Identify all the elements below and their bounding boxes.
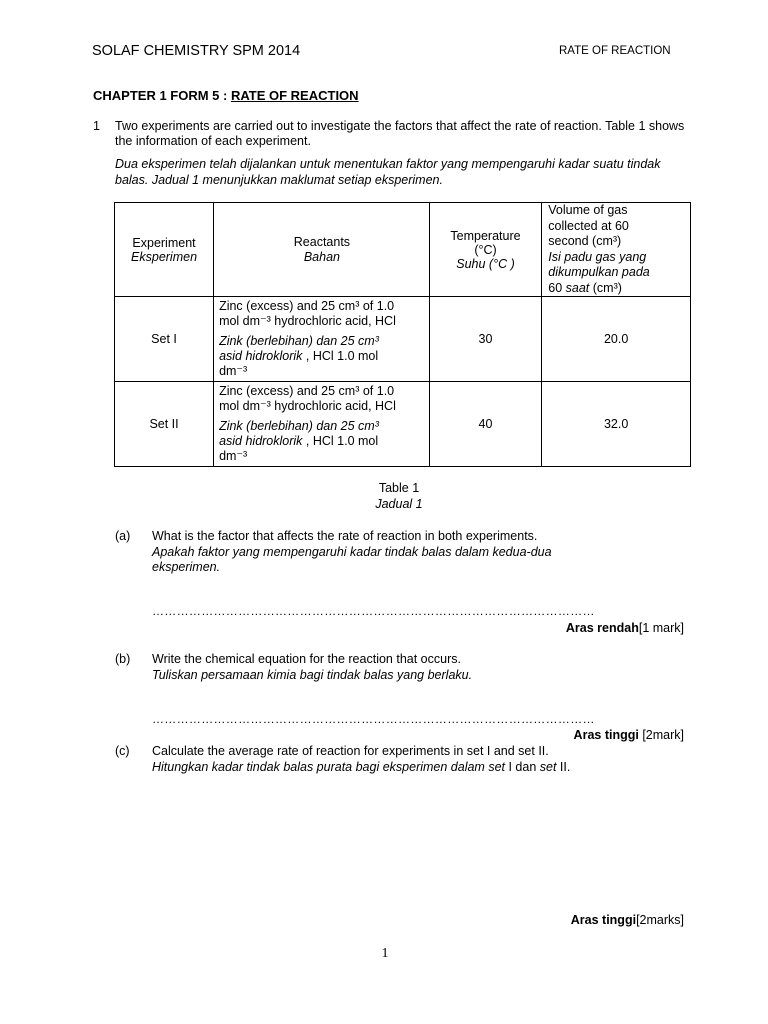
- part-c-label: (c): [115, 744, 130, 758]
- part-c-ms-a: Hitungkan kadar tindak balas purata bagi eksperimen dalam: [152, 759, 489, 774]
- part-c-text-en: Calculate the average rate of reaction for experiments in set I and set II.: [152, 744, 549, 758]
- chapter-prefix: CHAPTER 1 FORM 5 :: [93, 88, 231, 103]
- reactants-ms-d: dm⁻³: [219, 449, 248, 463]
- chapter-title: RATE OF REACTION: [230, 88, 359, 103]
- reactants-en-b: mol dm⁻³ hydrochloric acid, HCl: [219, 314, 396, 328]
- table-caption-en: Table 1: [378, 481, 420, 495]
- table-caption: [0, 480, 768, 512]
- cell-set: Set I: [115, 297, 214, 382]
- cell-volume: 32.0: [542, 382, 691, 467]
- table-caption-ms: Jadual 1: [375, 497, 423, 511]
- header-volume-ms-3b: saat: [565, 280, 590, 295]
- doc-header-title: SOLAF CHEMISTRY SPM 2014: [92, 43, 301, 59]
- table-row: [115, 297, 691, 382]
- header-experiment-en: Experiment: [132, 235, 196, 250]
- cell-temperature: 40: [429, 382, 542, 467]
- header-volume-ms-2: dikumpulkan pada: [548, 265, 650, 279]
- header-reactants-en: Reactants: [293, 234, 351, 249]
- cell-temperature: 30: [429, 297, 542, 382]
- reactants-ms-bc: [219, 349, 425, 364]
- table-row: [115, 382, 691, 467]
- part-a-text-ms: Apakah faktor yang mempengaruhi kadar tindak balas dalam kedua-dua eksperimen.: [152, 544, 552, 574]
- part-a-level: Aras rendah: [565, 621, 639, 635]
- reactants-ms-b: asid hidroklorik: [219, 349, 303, 363]
- reactants-ms-d: dm⁻³: [219, 364, 248, 378]
- reactants-ms-c: , HCl 1.0 mol: [302, 434, 379, 448]
- header-volume-ms-3a: 60: [548, 280, 566, 295]
- header-volume-en-3: second (cm³): [548, 234, 622, 248]
- header-volume-ms-3c: (cm³): [589, 280, 622, 295]
- chapter-heading: [93, 88, 359, 103]
- question-number: 1: [93, 119, 100, 133]
- part-c-level: Aras tinggi: [570, 913, 637, 927]
- part-a-answer-line[interactable]: ………………………………………………………………………………………………: [152, 604, 595, 618]
- part-a-mark-value: [1 mark]: [638, 621, 684, 635]
- part-b-answer-line[interactable]: ………………………………………………………………………………………………: [152, 712, 595, 726]
- header-temperature-en: Temperature: [450, 228, 521, 243]
- reactants-en-a: Zinc (excess) and 25 cm³ of 1.0: [219, 384, 395, 398]
- reactants-ms-b: asid hidroklorik: [219, 434, 303, 448]
- part-b-text-ms: Tuliskan persamaan kimia bagi tindak balas yang berlaku.: [152, 667, 473, 682]
- page-number: 1: [381, 946, 389, 961]
- reactants-en-b: mol dm⁻³ hydrochloric acid, HCl: [219, 399, 396, 413]
- part-c-marks: [571, 913, 684, 927]
- header-temperature: [429, 203, 542, 297]
- header-volume-en-1: Volume of gas: [548, 203, 628, 217]
- doc-header-topic: RATE OF REACTION: [559, 45, 671, 57]
- part-a-marks: [566, 621, 684, 635]
- header-volume-ms-3: [548, 281, 690, 297]
- part-a-question: [152, 529, 692, 576]
- part-b-text-en: Write the chemical equation for the reaction that occurs.: [152, 652, 461, 666]
- question-intro-ms: Dua eksperimen telah dijalankan untuk menentukan faktor yang mempengaruhi kadar suatu tindak balas. Jadual 1 menunjukkan maklumat setiap eksperimen.: [115, 157, 661, 187]
- reactants-ms-bc: [219, 434, 425, 449]
- part-a-label: (a): [115, 529, 131, 543]
- part-b-question: [152, 652, 692, 683]
- question-intro-en: Two experiments are carried out to investigate the factors that affect the rate of reaction. Table 1 shows the information of each experiment.: [115, 119, 685, 148]
- part-c-answer-space[interactable]: [152, 790, 692, 900]
- header-volume: [542, 203, 691, 297]
- reactants-en-a: Zinc (excess) and 25 cm³ of 1.0: [219, 299, 395, 313]
- cell-volume: 20.0: [542, 297, 691, 382]
- cell-set: Set II: [115, 382, 214, 467]
- experiment-table: [114, 202, 691, 467]
- header-temperature-ms: Suhu (°C ): [456, 256, 515, 271]
- part-c-text-ms: [152, 760, 692, 776]
- part-b-label: (b): [115, 652, 131, 666]
- part-c-ms-c: I dan: [505, 759, 540, 774]
- part-c-question: [152, 744, 692, 775]
- header-experiment: [115, 203, 214, 297]
- reactants-ms-a: Zink (berlebihan) dan 25 cm³: [219, 419, 379, 433]
- header-reactants: [214, 203, 430, 297]
- header-experiment-ms: Eksperimen: [131, 249, 198, 264]
- part-c-ms-b: set: [488, 759, 505, 774]
- part-b-level: Aras tinggi: [573, 728, 639, 742]
- reactants-ms-a: Zink (berlebihan) dan 25 cm³: [219, 334, 379, 348]
- part-b-marks: [574, 728, 684, 742]
- part-c-mark-value: [2marks]: [636, 913, 684, 927]
- part-a-text-en: What is the factor that affects the rate of reaction in both experiments.: [152, 529, 538, 543]
- header-volume-en-2: collected at 60: [548, 218, 629, 233]
- part-b-mark-value: [2mark]: [638, 728, 684, 742]
- header-temperature-unit: (°C): [474, 242, 497, 257]
- cell-reactants: [214, 297, 430, 382]
- reactants-ms-c: , HCl 1.0 mol: [302, 349, 379, 363]
- header-reactants-ms: Bahan: [303, 249, 340, 264]
- cell-reactants: [214, 382, 430, 467]
- part-c-ms-e: II.: [556, 759, 571, 774]
- part-c-ms-d: set: [539, 759, 557, 774]
- header-volume-ms-1: Isi padu gas yang: [548, 249, 647, 264]
- table-header-row: [115, 203, 691, 297]
